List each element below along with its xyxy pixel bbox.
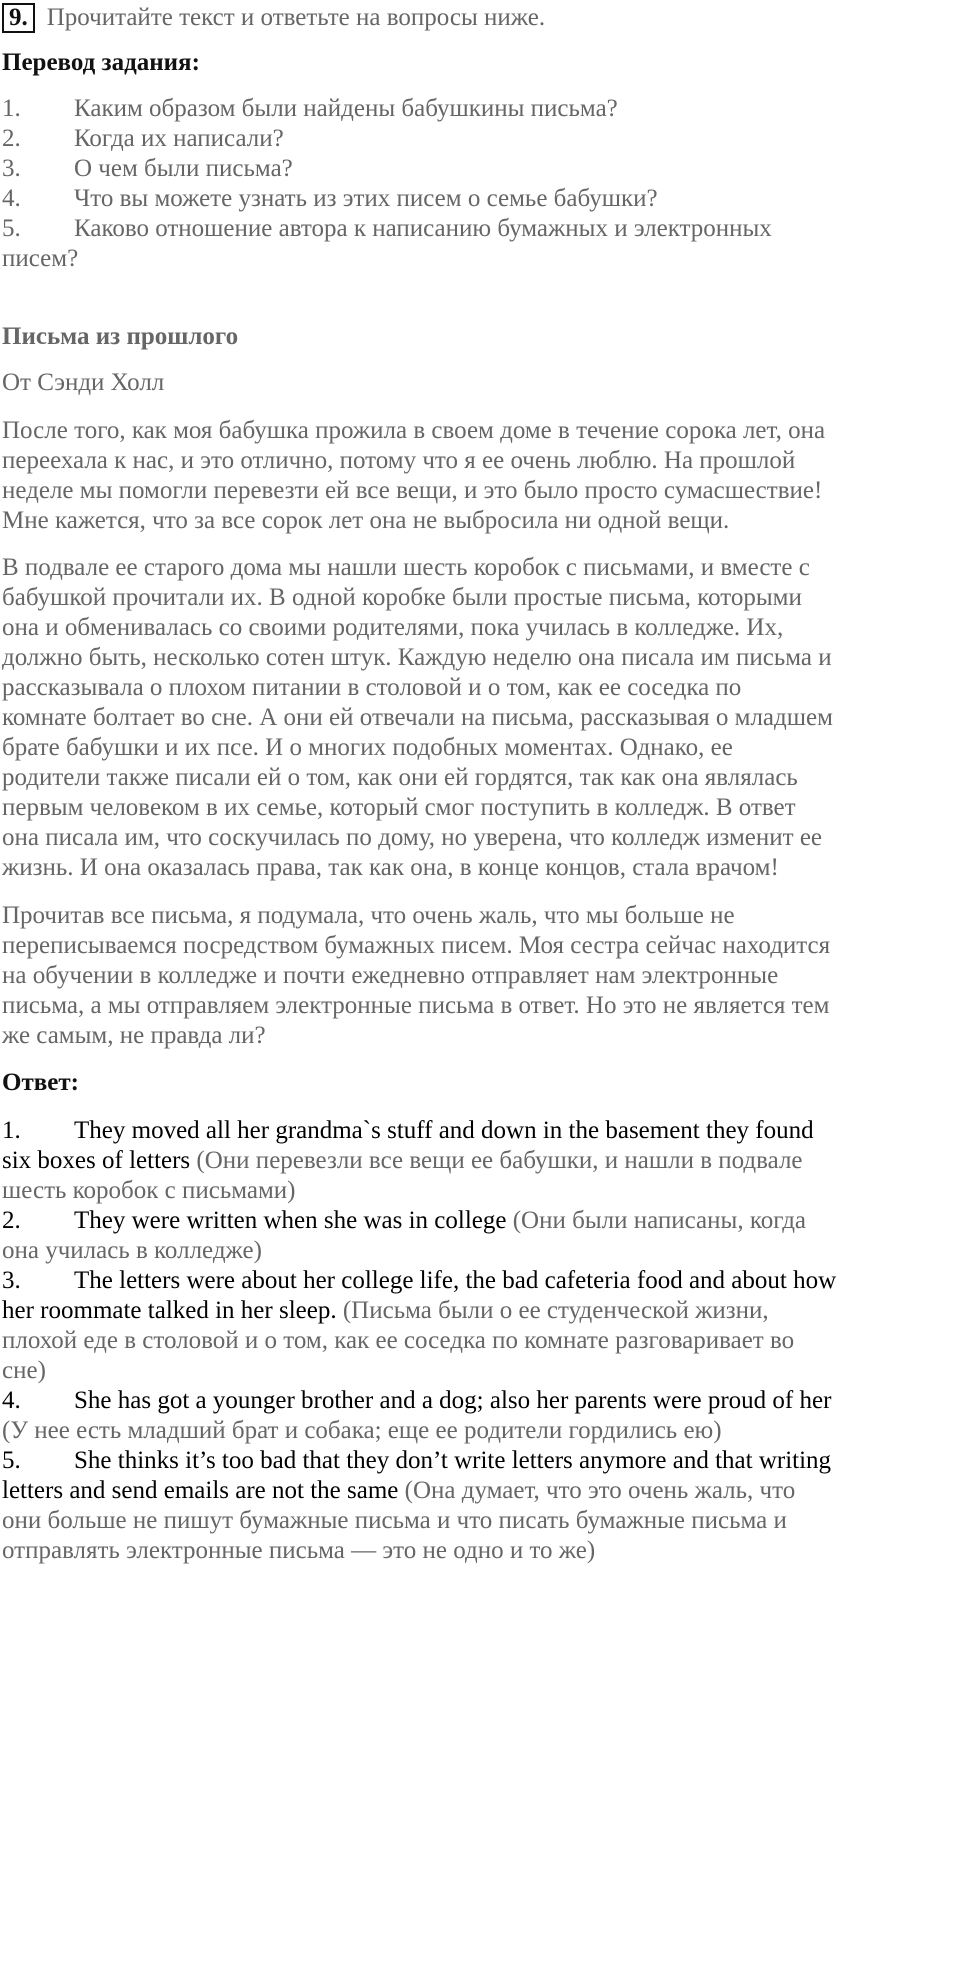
answer-line	[2, 1146, 803, 1176]
answer-russian: она училась в колледже)	[2, 1237, 262, 1264]
answer-russian: (У нее есть младший брат и собака; еще ее родители гордились ею)	[2, 1417, 722, 1444]
answer-russian: сне)	[2, 1357, 46, 1384]
paragraph-line: неделе мы помогли перевезти ей все вещи, и это было просто сумасшествие!	[2, 477, 823, 504]
answer-number: 4.	[2, 1387, 21, 1414]
paragraph-line: переехала к нас, и это отлично, потому что я ее очень люблю. На прошлой	[2, 447, 796, 474]
paragraph-line: письма, а мы отправляем электронные письма в ответ. Но это не является тем	[2, 992, 830, 1019]
answer-russian: (Она думает, что это очень жаль, что	[398, 1477, 796, 1504]
question-item	[2, 124, 284, 154]
task-instruction: Прочитайте текст и ответьте на вопросы ниже.	[46, 4, 546, 31]
answer-english: letters and send emails are not the same	[2, 1477, 399, 1504]
paragraph-line: она писала им, что соскучилась по дому, но уверена, что колледж изменит ее	[2, 824, 823, 851]
paragraph-line: Мне кажется, что за все сорок лет она не выбросила ни одной вещи.	[2, 507, 730, 534]
answer-english: her roommate talked in her sleep.	[2, 1297, 337, 1324]
answer-item	[2, 1116, 814, 1146]
question-text: О чем были письма?	[74, 155, 293, 182]
answer-item	[2, 1266, 836, 1296]
answer-english: They were written when she was in college	[74, 1207, 507, 1234]
question-text: Когда их написали?	[74, 125, 284, 152]
paragraph-line: жизнь. И она оказалась права, так как она, в конце концов, стала врачом!	[2, 854, 779, 881]
answer-number: 5.	[2, 1447, 21, 1474]
question-continuation: писем?	[2, 245, 79, 272]
task-header	[2, 3, 545, 33]
answer-line	[2, 1476, 795, 1506]
answer-russian: (Письма были о ее студенческой жизни,	[336, 1297, 769, 1324]
answer-number: 2.	[2, 1207, 21, 1234]
article-byline: От Сэнди Холл	[2, 369, 165, 396]
question-item	[2, 94, 618, 124]
answer-russian: шесть коробок с письмами)	[2, 1177, 296, 1204]
answer-item	[2, 1446, 831, 1476]
answer-russian: (Они были написаны, когда	[506, 1207, 807, 1234]
paragraph-line: брате бабушки и их псе. И о многих подобных моментах. Однако, ее	[2, 734, 733, 761]
answers-heading: Ответ:	[2, 1069, 79, 1096]
paragraph-line: рассказывала о плохом питании в столовой и о том, как ее соседка по	[2, 674, 742, 701]
question-item	[2, 184, 658, 214]
answer-number: 1.	[2, 1117, 21, 1144]
paragraph-line: на обучении в колледже и почти ежедневно отправляет нам электронные	[2, 962, 779, 989]
answer-english: She has got a younger brother and a dog; also her parents were proud of her	[74, 1387, 832, 1414]
answer-english: She thinks it’s too bad that they don’t write letters anymore and that writing	[74, 1447, 832, 1474]
answer-english: The letters were about her college life, the bad cafeteria food and about how	[74, 1267, 837, 1294]
answer-russian: они больше не пишут бумажные письма и что писать бумажные письма и	[2, 1507, 787, 1534]
answer-russian: (Они перевезли все вещи ее бабушки, и нашли в подвале	[190, 1147, 803, 1174]
paragraph-line: комнате болтает во сне. А они ей отвечали на письма, рассказывая о младшем	[2, 704, 833, 731]
answer-number: 3.	[2, 1267, 21, 1294]
paragraph-line: бабушкой прочитали их. В одной коробке были простые письма, которыми	[2, 584, 802, 611]
answer-russian: плохой еде в столовой и о том, как ее соседка по комнате разговаривает во	[2, 1327, 795, 1354]
question-number: 2.	[2, 125, 21, 152]
paragraph-line: должно быть, несколько сотен штук. Каждую неделю она писала им письма и	[2, 644, 832, 671]
answer-line	[2, 1296, 769, 1326]
task-number-box: 9.	[2, 3, 35, 33]
answer-item	[2, 1386, 831, 1416]
answer-english: They moved all her grandma`s stuff and down in the basement they found	[74, 1117, 814, 1144]
question-number: 1.	[2, 95, 21, 122]
paragraph-line: первым человеком в их семье, который смог поступить в колледж. В ответ	[2, 794, 796, 821]
question-item	[2, 214, 772, 244]
article-title: Письма из прошлого	[2, 323, 239, 350]
question-number: 3.	[2, 155, 21, 182]
translation-heading: Перевод задания:	[2, 49, 200, 76]
question-text: Каково отношение автора к написанию бумажных и электронных	[74, 215, 772, 242]
paragraph-line: родители также писали ей о том, как они ей гордятся, так как она являлась	[2, 764, 798, 791]
answer-item	[2, 1206, 806, 1236]
paragraph-line: После того, как моя бабушка прожила в своем доме в течение сорока лет, она	[2, 417, 826, 444]
question-item	[2, 154, 293, 184]
question-text: Что вы можете узнать из этих писем о семье бабушки?	[74, 185, 658, 212]
question-text: Каким образом были найдены бабушкины письма?	[74, 95, 618, 122]
paragraph-line: В подвале ее старого дома мы нашли шесть коробок с письмами, и вместе с	[2, 554, 810, 581]
question-number: 5.	[2, 215, 21, 242]
answer-english: six boxes of letters	[2, 1147, 191, 1174]
paragraph-line: переписываемся посредством бумажных писем. Моя сестра сейчас находится	[2, 932, 831, 959]
answer-russian: отправлять электронные письма — это не одно и то же)	[2, 1537, 596, 1564]
paragraph-line: же самым, не правда ли?	[2, 1022, 266, 1049]
paragraph-line: она и обменивалась со своими родителями, пока училась в колледже. Их,	[2, 614, 784, 641]
paragraph-line: Прочитав все письма, я подумала, что очень жаль, что мы больше не	[2, 902, 735, 929]
question-number: 4.	[2, 185, 21, 212]
